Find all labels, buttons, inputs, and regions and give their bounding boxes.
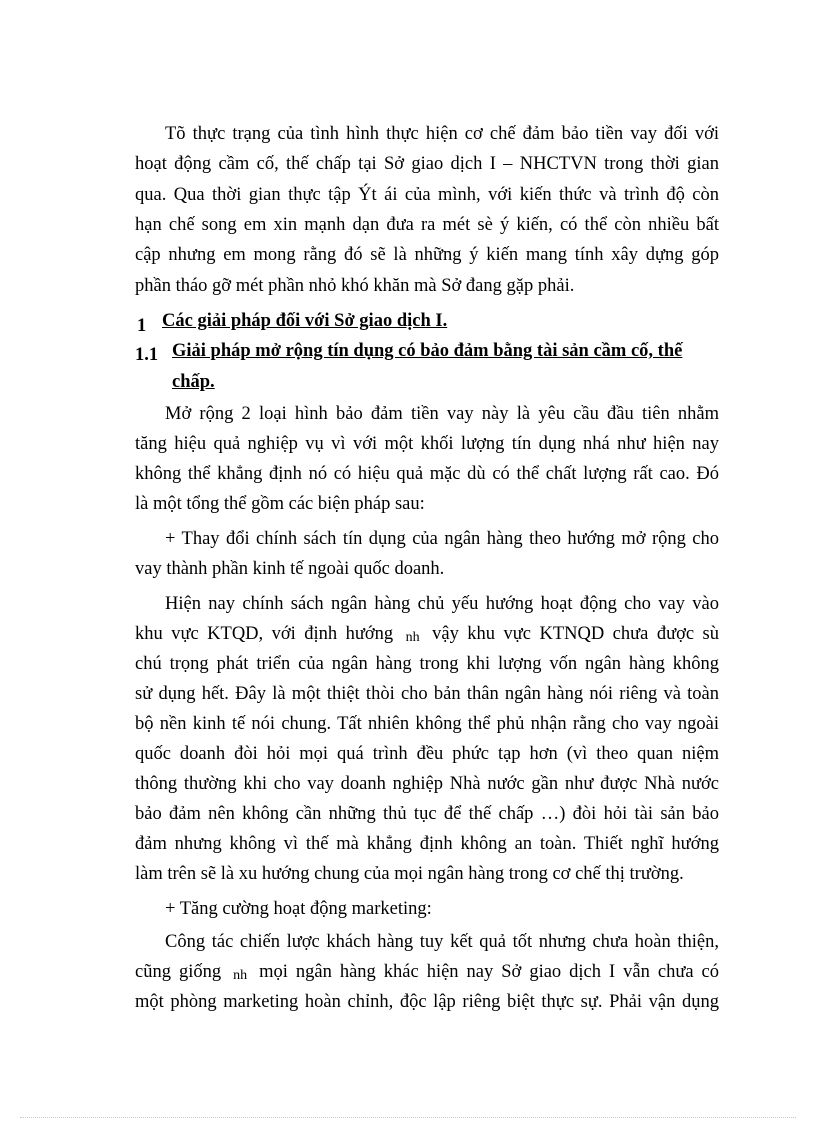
text-run: cũng giống — [135, 962, 222, 982]
paragraph-line: Mở rộng 2 loại hình bảo đảm tiền vay này là yêu cầu đầu tiên nhằm — [165, 404, 719, 424]
bullet-line: + Thay đổi chính sách tín dụng của ngân hàng theo hướng mở rộng cho — [165, 529, 719, 549]
section-heading: Các giải pháp đối với Sở giao dịch I. — [162, 311, 448, 331]
small-text-run: nh — [405, 630, 420, 645]
paragraph-line: đảm nhưng không vì thế mà khẳng định không an toàn. Thiết nghĩ hướng — [135, 834, 719, 854]
paragraph-line: thông thường khi cho vay doanh nghiệp Nhà nước gần như được Nhà nước — [135, 774, 719, 794]
paragraph-line: bảo đảm nên không cần những thủ tục để thế chấp …) đòi hỏi tài sản bảo — [135, 804, 719, 824]
page-bottom-divider — [20, 1117, 796, 1118]
paragraph-line: một phòng marketing hoàn chỉnh, độc lập riêng biệt thực sự. Phải vận dụng — [135, 992, 719, 1012]
paragraph-line: phần tháo gỡ mét phần nhỏ khó khăn mà Sở đang gặp phải. — [135, 276, 575, 296]
paragraph-line: làm trên sẽ là xu hướng chung của mọi ngân hàng trong cơ chế thị trường. — [135, 864, 684, 884]
paragraph-line: qua. Qua thời gian thực tập Ýt ái của mình, với kiến thức và trình độ còn — [135, 185, 719, 205]
paragraph-line: quốc doanh đòi hỏi mọi quá trình đều phức tạp hơn (vì theo quan niệm — [135, 744, 719, 764]
paragraph-line: vay thành phần kinh tế ngoài quốc doanh. — [135, 559, 445, 579]
paragraph-line: chú trọng phát triển của ngân hàng trong khi lượng vốn ngân hàng không — [135, 654, 719, 674]
paragraph-line: hạn chế song em xin mạnh dạn đưa ra mét sè ý kiến, có thể còn nhiều bất — [135, 215, 719, 235]
subsection-heading: chấp. — [172, 372, 215, 392]
paragraph-line: Tõ thực trạng của tình hình thực hiện cơ chế đảm bảo tiền vay đối với — [165, 124, 719, 144]
paragraph-line: Hiện nay chính sách ngân hàng chủ yếu hướng hoạt động cho vay vào — [165, 594, 719, 614]
paragraph-line: là một tổng thể gồm các biện pháp sau: — [135, 494, 425, 514]
text-run: vậy khu vực KTNQD chưa được sù — [432, 624, 720, 644]
paragraph-line: sử dụng hết. Đây là một thiệt thòi cho bản thân ngân hàng nói riêng và toàn — [135, 684, 719, 704]
paragraph-line: tăng hiệu quả nghiệp vụ vì với một khối lượng tín dụng nhá như hiện nay — [135, 434, 719, 454]
paragraph-line: hoạt động cầm cố, thế chấp tại Sở giao dịch I – NHCTVN trong thời gian — [135, 154, 719, 174]
paragraph-line: không thể khẳng định nó có hiệu quả mặc dù có thể chất lượng rất cao. Đó — [135, 464, 719, 484]
paragraph-line — [135, 960, 719, 988]
paragraph-line: Công tác chiến lược khách hàng tuy kết quả tốt nhưng chưa hoàn thiện, — [165, 932, 719, 952]
bullet-line: + Tăng cường hoạt động marketing: — [165, 899, 432, 919]
paragraph-line: bộ nền kinh tế nói chung. Tất nhiên không thể phủ nhận rằng cho vay ngoài — [135, 714, 719, 734]
paragraph-line — [135, 622, 719, 650]
heading-number: 1.1 — [135, 345, 159, 365]
heading-number: 1 — [137, 316, 147, 336]
subsection-heading: Giải pháp mở rộng tín dụng có bảo đảm bằng tài sản cầm cố, thế — [172, 341, 683, 361]
small-text-run: nh — [233, 968, 248, 983]
paragraph-line: cập nhưng em mong rằng đó sẽ là những ý kiến mang tính xây dựng góp — [135, 245, 719, 265]
text-run: khu vực KTQD, với định hướng — [135, 624, 394, 644]
text-run: mọi ngân hàng khác hiện nay Sở giao dịch I vẫn chưa có — [259, 962, 720, 982]
